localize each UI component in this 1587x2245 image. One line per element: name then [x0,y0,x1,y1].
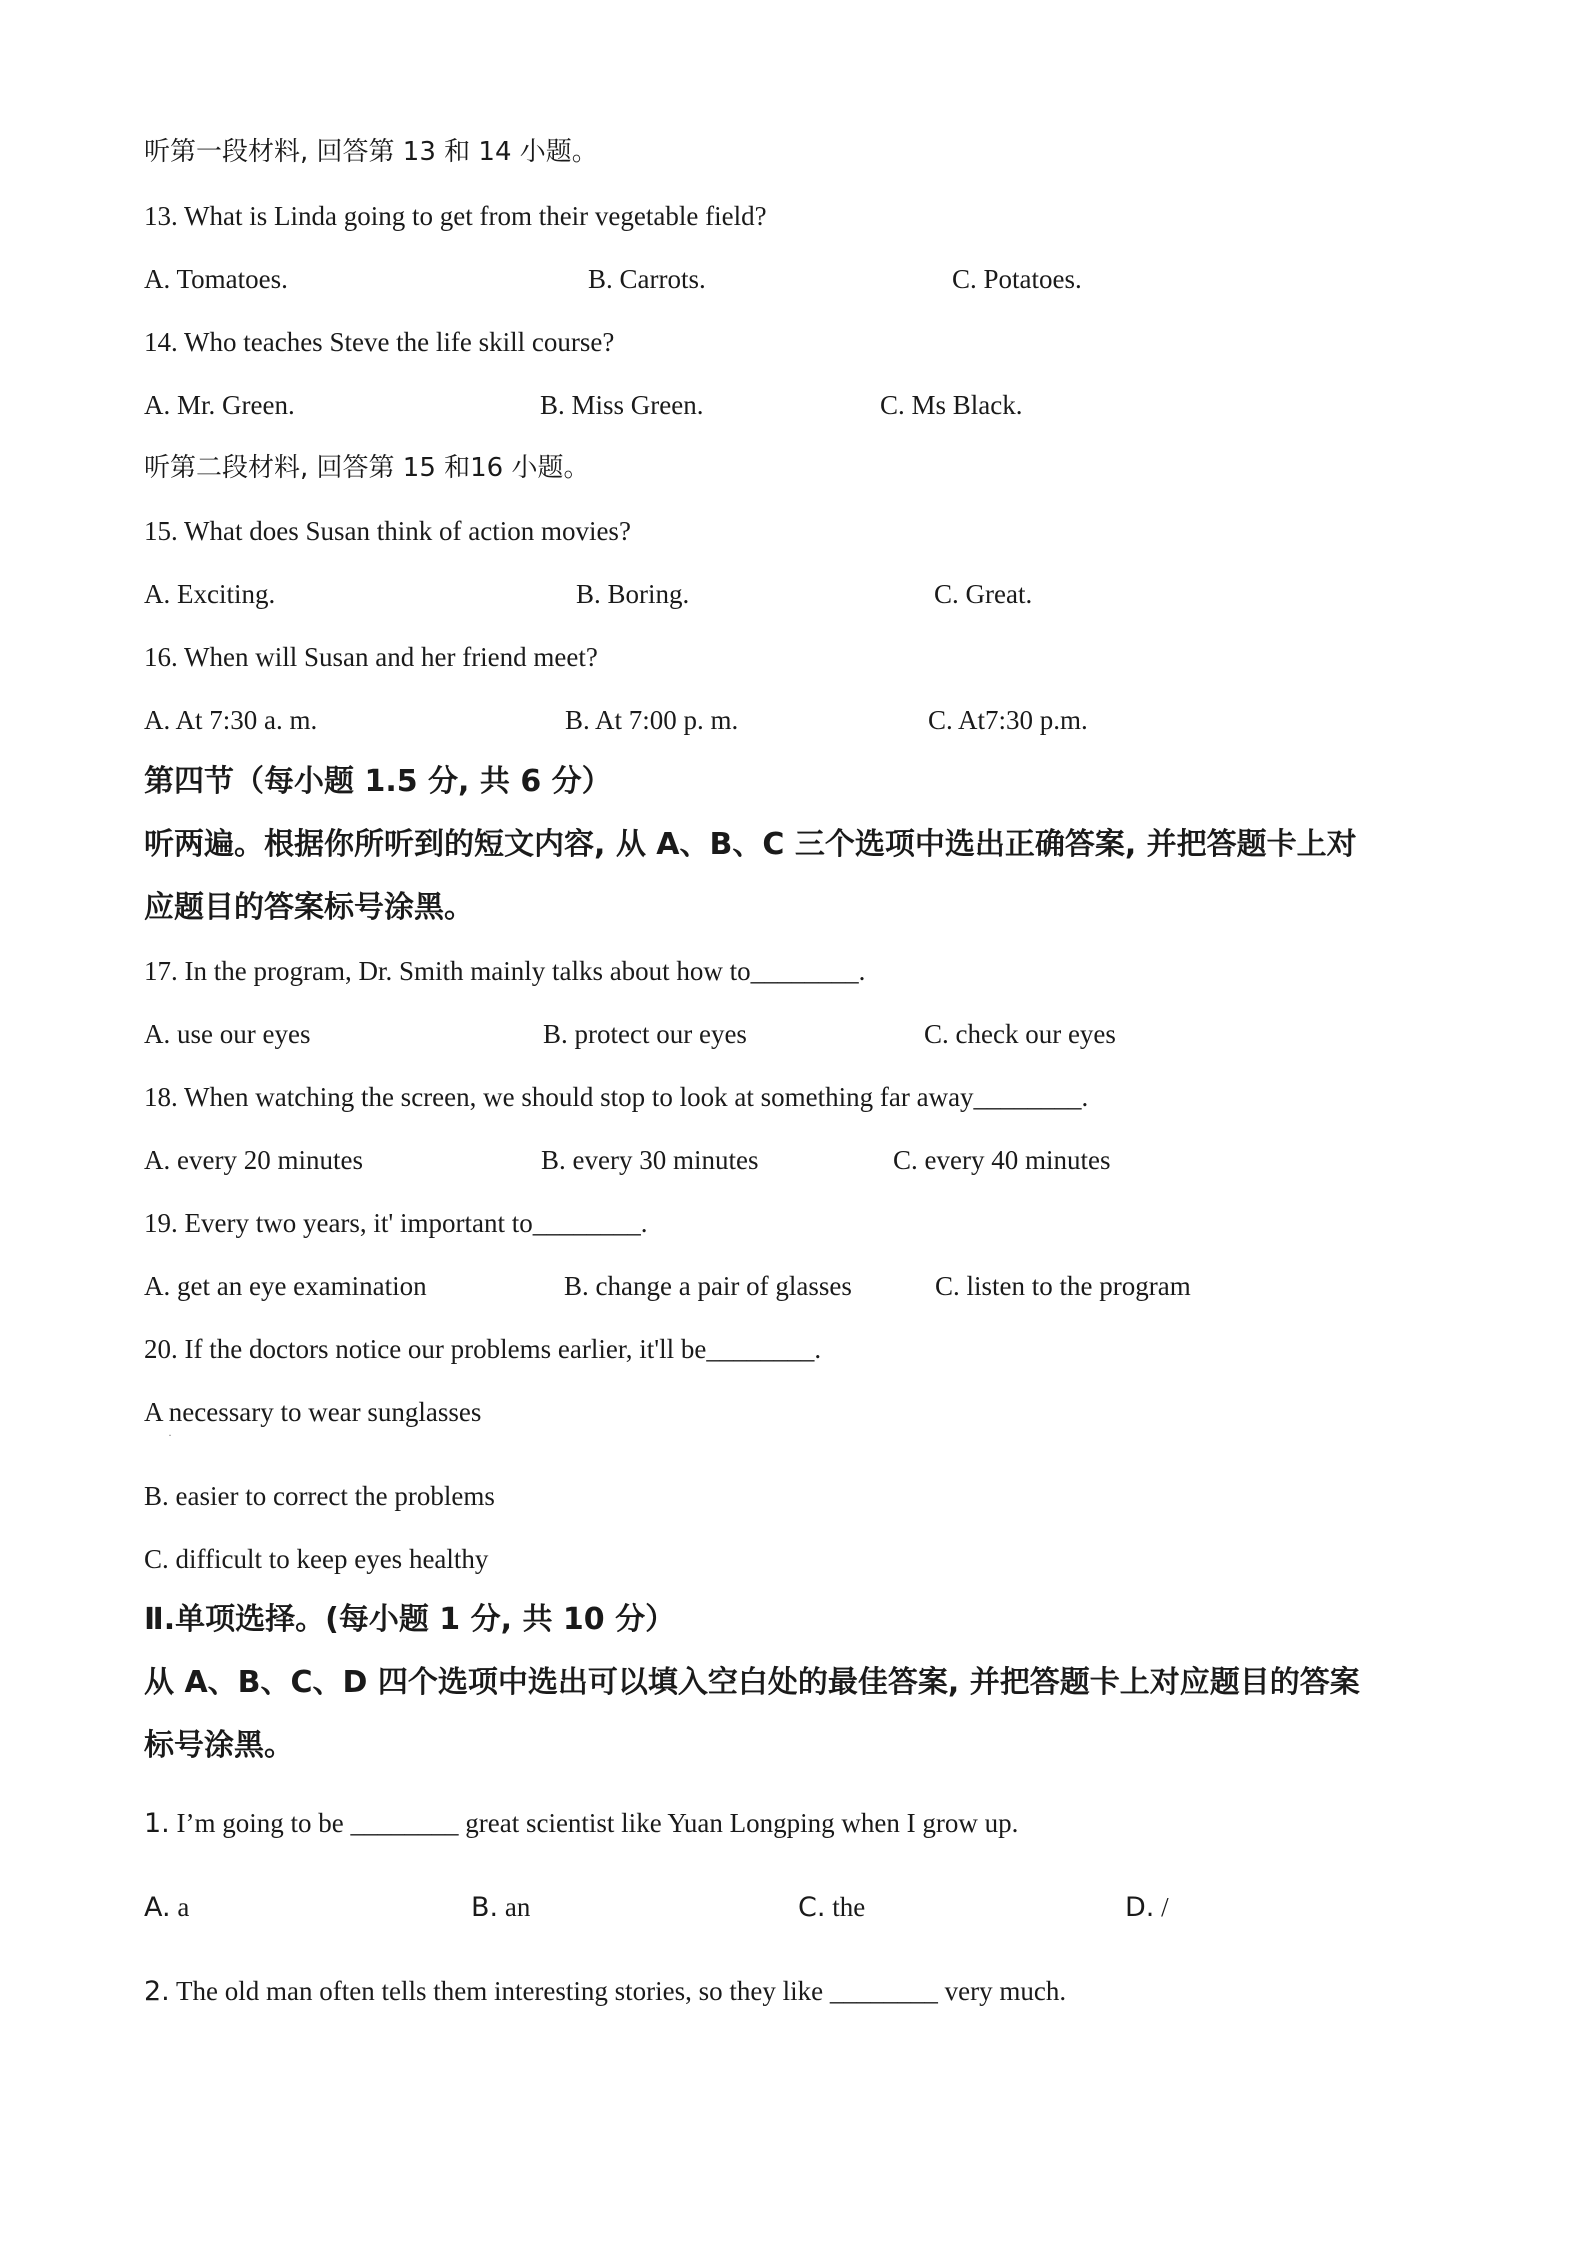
q16-option-a: A. At 7:30 a. m. [144,705,318,735]
q14-option-b: B. Miss Green. [540,390,704,420]
q16-stem: 16. When will Susan and her friend meet? [144,642,598,672]
q20-stem: 20. If the doctors notice our problems earlier, it'll be________. [144,1334,822,1364]
q1-option-a [144,1890,189,1925]
q2-line [144,1974,1066,2009]
q1-stem: I’m going to be ________ great scientist like Yuan Longping when I grow up. [169,1808,1019,1838]
q17-option-c: C. check our eyes [924,1019,1116,1049]
q15-option-a: A. Exciting. [144,579,276,609]
q18-option-b: B. every 30 minutes [541,1145,759,1175]
q17-option-b: B. protect our eyes [543,1019,747,1049]
q14-stem: 14. Who teaches Steve the life skill course? [144,327,615,357]
q1-option-d-text: / [1154,1892,1169,1922]
q15-option-c: C. Great. [934,579,1033,609]
q20-option-b: B. easier to correct the problems [144,1481,495,1511]
q13-stem: 13. What is Linda going to get from their vegetable field? [144,201,767,231]
q2-stem: The old man often tells them interesting stories, so they like ________ very much. [169,1976,1067,2006]
section4-instructions-line2: 应题目的答案标号涂黑。 [144,890,474,925]
section4-instructions-line1: 听两遍。根据你所听到的短文内容, 从 A、B、C 三个选项中选出正确答案, 并把答题卡上对 [144,827,1357,862]
q1-option-b-text: an [498,1892,531,1922]
q1-option-d [1125,1890,1169,1925]
q19-option-a: A. get an eye examination [144,1271,427,1301]
q1-option-a-text: a [170,1892,190,1922]
single-choice-heading: Ⅱ.单项选择。(每小题 1 分, 共 10 分） [144,1602,676,1637]
q17-stem: 17. In the program, Dr. Smith mainly talks about how to________. [144,956,866,986]
q17-option-a: A. use our eyes [144,1019,311,1049]
q1-option-c [798,1890,865,1925]
q18-stem: 18. When watching the screen, we should stop to look at something far away________. [144,1082,1089,1112]
q18-option-c: C. every 40 minutes [893,1145,1111,1175]
q14-option-c: C. Ms Black. [880,390,1023,420]
q14-option-a: A. Mr. Green. [144,390,295,420]
q1-option-c-text: the [825,1892,866,1922]
q16-option-b: B. At 7:00 p. m. [565,705,739,735]
stray-dot: · [168,1428,172,1442]
q1-option-c-letter: C. [798,1892,826,1923]
single-choice-instructions-line1: 从 A、B、C、D 四个选项中选出可以填入空白处的最佳答案, 并把答题卡上对应题目的答案 [144,1665,1360,1700]
q1-number: 1. [144,1808,170,1839]
q1-option-d-letter: D. [1125,1892,1155,1923]
q2-number: 2. [144,1976,170,2007]
q20-option-c: C. difficult to keep eyes healthy [144,1544,489,1574]
q1-option-a-letter: A. [144,1892,171,1923]
q19-stem: 19. Every two years, it' important to________. [144,1208,648,1238]
part2-intro: 听第二段材料, 回答第 15 和16 小题。 [144,453,590,483]
q18-option-a: A. every 20 minutes [144,1145,363,1175]
q19-option-c: C. listen to the program [935,1271,1191,1301]
q20-option-a: A necessary to wear sunglasses [144,1397,482,1427]
q16-option-c: C. At7:30 p.m. [928,705,1088,735]
q15-option-b: B. Boring. [576,579,690,609]
q13-option-c: C. Potatoes. [952,264,1082,294]
q19-option-b: B. change a pair of glasses [564,1271,852,1301]
q1-option-b-letter: B. [471,1892,499,1923]
q1-line [144,1806,1018,1841]
section4-heading: 第四节（每小题 1.5 分, 共 6 分） [144,764,612,799]
single-choice-instructions-line2: 标号涂黑。 [144,1728,294,1763]
part1-intro: 听第一段材料, 回答第 13 和 14 小题。 [144,137,598,167]
q13-option-a: A. Tomatoes. [144,264,288,294]
q15-stem: 15. What does Susan think of action movies? [144,516,631,546]
q1-option-b [471,1890,530,1925]
q13-option-b: B. Carrots. [588,264,706,294]
